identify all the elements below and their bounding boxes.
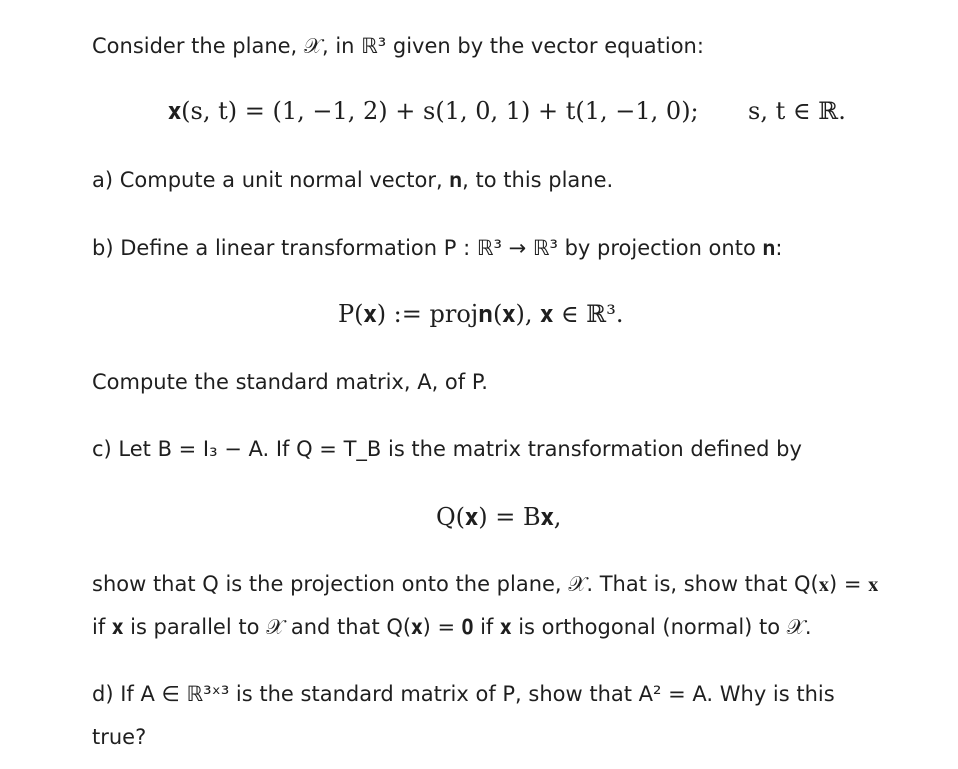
part-c-text: c) Let B = I₃ − A. If Q = T_B is the matrix transformation defined by <box>92 437 802 461</box>
part-c-show-line-2: if 𝐱 is parallel to 𝒳 and that Q(𝐱) = 𝟎 if 𝐱 is orthogonal (normal) to 𝒳. <box>92 615 812 639</box>
part-b-text: b) Define a linear transformation P : ℝ³ → ℝ³ by projection onto 𝐧: <box>92 236 783 260</box>
projection-definition: P(𝐱) := proj𝐧(𝐱), 𝐱 ∈ ℝ³. <box>338 300 624 328</box>
part-a-text: a) Compute a unit normal vector, 𝐧, to this plane. <box>92 168 614 192</box>
q-definition: Q(𝐱) = B𝐱, <box>436 503 562 531</box>
plane-equation: 𝐱(s, t) = (1, −1, 2) + s(1, 0, 1) + t(1, −1, 0); <box>168 97 699 125</box>
intro-text: Consider the plane, 𝒳, in ℝ³ given by the vector equation: <box>92 34 704 58</box>
plane-parameter-domain: s, t ∈ ℝ. <box>748 97 846 125</box>
part-d-line-2: true? <box>92 725 147 749</box>
part-d-line-1: d) If A ∈ ℝ³ˣ³ is the standard matrix of P, show that A² = A. Why is this <box>92 682 835 706</box>
part-c-show-line-1: show that Q is the projection onto the plane, 𝒳. That is, show that Q(𝐱) = 𝐱 <box>92 572 879 596</box>
part-b-compute: Compute the standard matrix, A, of P. <box>92 370 488 394</box>
